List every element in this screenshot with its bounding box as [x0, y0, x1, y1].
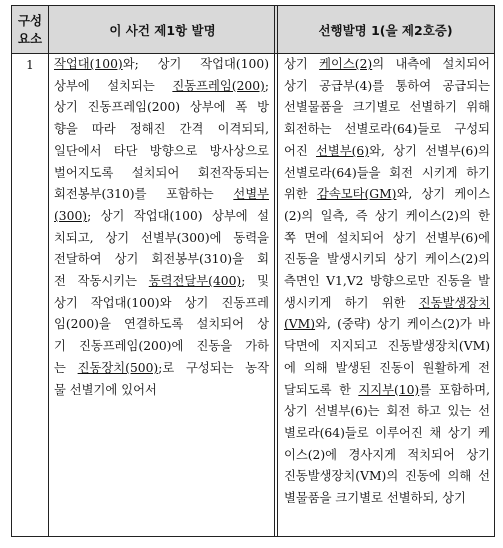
text-line [54, 358, 269, 380]
text-segment: 위한 [284, 187, 317, 202]
text-line [284, 141, 490, 163]
text-segment: 에 의해 발생된 진동이 원활하게 전 [284, 360, 490, 375]
text-line [284, 206, 490, 228]
text-segment: 상기 공급부(4)를 통하여 공급되는 [284, 78, 490, 93]
underlined-term: 작업대(100) [54, 57, 123, 71]
text-line [284, 184, 490, 206]
text-segment: 임(200)을 연결하도록 설치되어 상 [54, 317, 269, 332]
text-line [284, 163, 490, 185]
prior-art-text [284, 54, 490, 510]
text-segment: 생시키게 하기 위한 [284, 295, 419, 310]
text-line [284, 54, 490, 76]
text-segment: 전달하여 상기 회전봉부(310)을 회 [54, 252, 269, 267]
header-component [12, 6, 48, 54]
text-segment: ; [264, 78, 269, 93]
text-segment: ;로 구성되는 농작 [158, 360, 269, 375]
text-segment: 측면인 V1,V2 방향으로만 진동을 발 [284, 274, 490, 289]
text-line [284, 358, 490, 380]
text-segment: 상기 [284, 57, 320, 71]
text-line [54, 228, 269, 250]
text-segment: 달되도록 한 [284, 382, 359, 397]
text-segment: 와; 상기 작업대(100) [122, 57, 269, 71]
underlined-term: 진동장치(500) [77, 360, 159, 375]
underlined-term: 진동발생장치 [418, 295, 490, 310]
text-segment: 회전하는 선별로라(64)들로 구성되 [284, 122, 490, 137]
row-number: 1 [26, 58, 34, 72]
text-line [54, 163, 269, 185]
invention-text [54, 54, 269, 401]
text-segment: 진동을 발생시키되 상기 케이스(2)의 [284, 252, 490, 267]
text-segment: 별물품을 크기별로 선별하되, 상기 [284, 491, 466, 506]
text-line [54, 293, 269, 315]
text-line [284, 76, 490, 98]
text-line [284, 228, 490, 250]
header-component-line2: 요소 [17, 30, 43, 46]
column-divider-1 [48, 6, 49, 536]
text-segment: 선별로라(64)들을 회전 시키게 하기 [284, 165, 490, 180]
text-line [54, 206, 269, 228]
text-segment: ; 상기 작업대(100) 상부에 설 [87, 208, 269, 223]
column-divider-2a [274, 6, 275, 536]
text-segment: 상기 작업대(100)와 상기 진동프레 [54, 295, 269, 310]
text-line [54, 119, 269, 141]
text-line [284, 401, 490, 423]
text-segment: (2)의 일측, 즉 상기 케이스(2)의 한 [284, 208, 490, 223]
text-segment: 향을 따라 정해진 간격 이격되되, [54, 122, 269, 137]
text-segment: 회전봉부(310)를 포함하는 [54, 187, 234, 202]
underlined-term: (VM) [284, 317, 316, 332]
text-line [284, 271, 490, 293]
text-segment: 쪽 면에 설치되어 상기 선별부(6)에 [284, 230, 490, 245]
text-segment: 물 선별기에 있어서 [54, 382, 157, 397]
text-line [284, 445, 490, 467]
text-segment: 기 진동프레임(200)에 진동을 가하 [54, 339, 269, 354]
text-line [54, 380, 269, 402]
text-line [284, 466, 490, 488]
text-line [54, 184, 269, 206]
underlined-term: 지지부(10) [358, 382, 420, 397]
header-prior-art: 선행발명 1(을 제2호증) [277, 6, 494, 54]
underlined-term: 감속모타(GM) [316, 187, 397, 202]
text-line [284, 336, 490, 358]
underlined-term: 선별부 [233, 187, 269, 202]
underlined-term: 선별부(6) [316, 143, 370, 158]
text-line [54, 141, 269, 163]
header-component-line1: 구성 [17, 12, 43, 28]
text-segment: 를 포함하며, [419, 382, 490, 397]
text-segment: 상기 선별부(6)는 회전 하고 있는 선 [284, 404, 490, 419]
text-line [54, 54, 269, 76]
underlined-term: 케이스(2) [319, 57, 373, 71]
text-line [54, 314, 269, 336]
text-segment: 벌어지도록 설치되어 회전작동되는 [54, 165, 269, 180]
text-line [54, 336, 269, 358]
text-segment: 와, 상기 선별부(6)의 [369, 143, 491, 158]
text-segment: 와, 상기 케이스 [396, 187, 490, 202]
text-segment: 별로라(64)들로 이루어진 채 상기 케 [284, 425, 490, 440]
text-segment: 치되고, 상기 선별부(300)에 동력을 [54, 230, 269, 245]
text-line [54, 76, 269, 98]
text-line [54, 249, 269, 271]
text-line [284, 293, 490, 315]
underlined-term: 동력전달부(400) [148, 274, 242, 289]
text-line [284, 314, 490, 336]
column-divider-2b [277, 6, 278, 536]
underlined-term: 진동프레임(200) [172, 78, 265, 93]
underlined-term: (300) [54, 208, 88, 223]
text-line [284, 423, 490, 445]
text-line [284, 119, 490, 141]
text-line [284, 488, 490, 510]
text-segment: 어진 [284, 143, 316, 158]
text-segment: 일단에서 타단 방향으로 방사상으로 [54, 143, 269, 158]
text-segment: 와, (중략) 상기 케이스(2)가 바 [315, 317, 490, 332]
text-segment: 전 작동시키는 [54, 274, 149, 289]
text-segment: 닥면에 지지되고 진동발생장치(VM) [284, 339, 490, 354]
text-line [54, 271, 269, 293]
text-segment: 진동발생장치(VM)의 진동에 의해 선 [284, 469, 490, 484]
text-segment: 상기 진동프레임(200) 상부에 폭 방 [54, 100, 269, 115]
text-segment: 상부에 설치되는 [54, 78, 173, 93]
text-line [284, 97, 490, 119]
text-segment: ; 및 [241, 274, 269, 289]
text-line [284, 380, 490, 402]
header-invention: 이 사건 제1항 발명 [48, 6, 277, 54]
text-line [54, 97, 269, 119]
comparison-table [11, 5, 495, 537]
text-segment: 선별물품을 크기별로 선별하기 위해 [284, 100, 490, 115]
text-segment: 는 [54, 360, 78, 375]
text-segment: 의 내측에 설치되어 [372, 57, 490, 71]
text-segment: 이스(2)에 경사지게 적치되어 상기 [284, 447, 490, 462]
text-line [284, 249, 490, 271]
